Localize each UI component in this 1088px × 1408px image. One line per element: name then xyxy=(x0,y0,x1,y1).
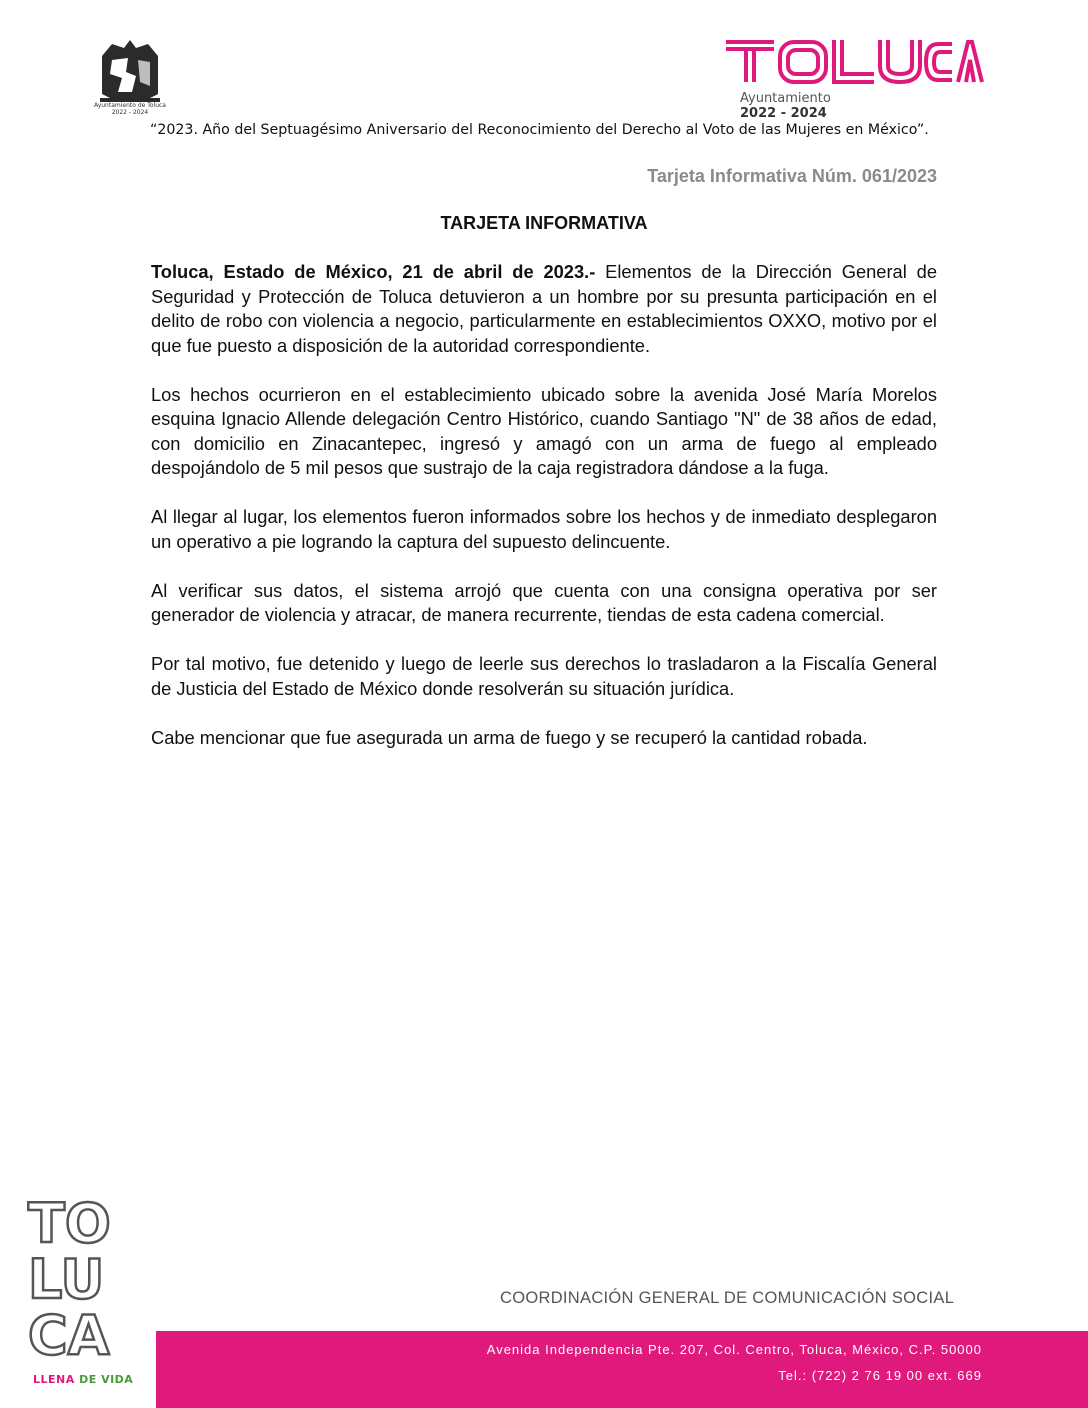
seal-caption xyxy=(84,102,176,116)
paragraph-1-text: Elementos de la Dirección General de Seguridad y Protección de Toluca detuvieron a un hombre por su presunta participación en el delito de robo con violencia a negocio, particularmente en establecimientos OXXO, motivo por el que fue puesto a disposición de la autoridad correspondiente. xyxy=(151,261,937,356)
paragraph-1 xyxy=(151,260,937,358)
footer-logo-row3: CA xyxy=(28,1304,110,1362)
footer-logo-row2: LU xyxy=(28,1248,105,1311)
footer-address: Avenida Independencia Pte. 207, Col. Centro, Toluca, México, C.P. 50000 xyxy=(486,1342,982,1357)
paragraph-5: Por tal motivo, fue detenido y luego de leerle sus derechos lo trasladaron a la Fiscalía General de Justicia del Estado de México donde resolverán su situación jurídica. xyxy=(151,653,937,699)
seal-caption-line2: 2022 - 2024 xyxy=(111,109,149,116)
brand-subtitle: Ayuntamiento xyxy=(740,91,831,106)
footer-tagline xyxy=(33,1373,133,1386)
footer-phone: Tel.: (722) 2 76 19 00 ext. 669 xyxy=(778,1368,982,1383)
footer-toluca-logo xyxy=(26,1192,146,1362)
paragraph-3: Al llegar al lugar, los elementos fueron informados sobre los hechos y de inmediato desplegaron un operativo a pie logrando la captura del supuesto delincuente. xyxy=(151,506,937,552)
tagline-part1: LLENA xyxy=(33,1373,80,1386)
coordination-label: COORDINACIÓN GENERAL DE COMUNICACIÓN SOCIAL xyxy=(500,1289,955,1307)
document-body xyxy=(151,260,937,775)
paragraph-2: Los hechos ocurrieron en el establecimiento ubicado sobre la avenida José María Morelos esquina Ignacio Allende delegación Centro Histórico, cuando Santiago "N" de 38 años de edad, con domicilio en Zinacantepec, ingresó y amagó con un arma de fuego al empleado despojándolo de 5 mil pesos que sustrajo de la caja registradora dándose a la fuga. xyxy=(151,383,937,478)
brand-years: 2022 - 2024 xyxy=(740,106,827,121)
footer-logo-row1: TO xyxy=(28,1192,111,1255)
paragraph-6: Cabe mencionar que fue asegurada un arma de fuego y se recuperó la cantidad robada. xyxy=(151,726,868,748)
paragraph-4: Al verificar sus datos, el sistema arrojó que cuenta con una consigna operativa por ser generador de violencia y atracar, de manera recurrente, tiendas de esta cadena comercial. xyxy=(151,579,937,625)
document-title: TARJETA INFORMATIVA xyxy=(440,213,648,233)
year-motto: “2023. Año del Septuagésimo Aniversario del Reconocimiento del Derecho al Voto de las Mujeres en México”. xyxy=(150,122,929,138)
seal-caption-line1: Ayuntamiento de Toluca xyxy=(94,102,166,109)
dateline: Toluca, Estado de México, 21 de abril de 2023.- xyxy=(151,261,596,282)
document-number: Tarjeta Informativa Núm. 061/2023 xyxy=(647,166,937,186)
tagline-part2: DE VIDA xyxy=(79,1373,134,1386)
